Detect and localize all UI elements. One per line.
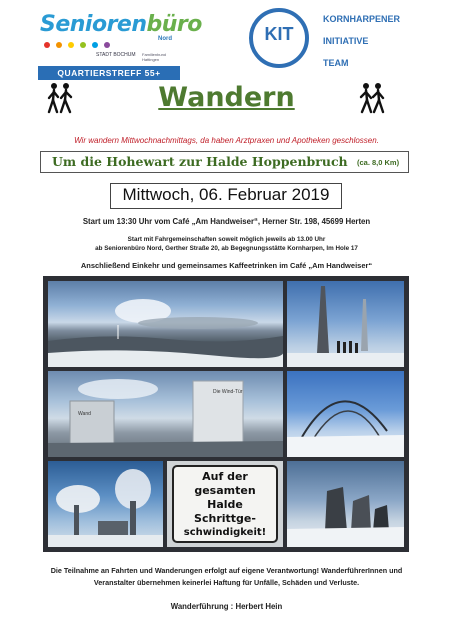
guide-name: Wanderführung : Herbert Hein bbox=[170, 602, 283, 611]
photo-obelisk bbox=[287, 281, 404, 367]
kit-logo-text: KIT bbox=[264, 24, 294, 44]
wall-label: Wand bbox=[78, 411, 91, 417]
seniorenbuero-logo bbox=[38, 10, 202, 80]
route-distance: (ca. 8,0 Km) bbox=[357, 158, 400, 167]
photo-windtuer bbox=[48, 371, 283, 457]
logo-dot bbox=[44, 42, 50, 48]
kit-line-kornharpener: KORNHARPENER bbox=[323, 14, 401, 24]
disclaimer-line-1: Die Teilnahme an Fahrten und Wanderungen erfolgt auf eigene Verantwortung! WanderführerInnen und bbox=[50, 566, 403, 575]
photo-power-plant bbox=[48, 461, 163, 547]
photo-collage bbox=[43, 276, 409, 552]
logo-dot bbox=[68, 42, 74, 48]
stadt-bochum-label: STADT BOCHUM bbox=[96, 52, 136, 58]
sign-line: Halde bbox=[207, 498, 243, 511]
event-date: Mittwoch, 06. Februar 2019 bbox=[122, 185, 330, 204]
sign-line: gesamten bbox=[194, 484, 256, 497]
subtitle: Wir wandern Mittwochnachmittags, da haben Arztpraxen und Apotheken geschlossen. bbox=[74, 136, 379, 145]
sign-line: Auf der bbox=[202, 470, 248, 483]
logo-dots bbox=[44, 42, 110, 48]
disclaimer-line-2: Veranstalter übernehmen keinerlei Haftung für Unfälle, Schäden und Verluste. bbox=[93, 578, 360, 587]
quartierstreff-banner: QUARTIERSTREFF 55+ bbox=[38, 66, 180, 80]
logo-dot bbox=[92, 42, 98, 48]
seniorenbuero-nord: Nord bbox=[158, 36, 172, 42]
sign-line: schwindigkeit! bbox=[183, 527, 267, 538]
kit-line-team: TEAM bbox=[323, 58, 349, 68]
partner-label: Familienbund Hattingen bbox=[142, 52, 167, 62]
start-info: Start um 13:30 Uhr vom Café „Am Handweiser“, Herner Str. 198, 45699 Herten bbox=[82, 217, 371, 226]
sign-line: Schrittge- bbox=[194, 512, 256, 525]
logo-dot bbox=[80, 42, 86, 48]
route-title: Um die Hohewart zur Halde Hoppenbruch bbox=[52, 154, 348, 169]
windtuer-label: Die Wind-Tür bbox=[213, 389, 243, 395]
carpool-info-1: Start mit Fahrgemeinschaften soweit möglich jeweils ab 13.00 Uhr bbox=[127, 236, 326, 243]
logo-dot bbox=[56, 42, 62, 48]
photo-landscape-clouds bbox=[48, 281, 283, 367]
coffee-info: Anschließend Einkehr und gemeinsames Kaffeetrinken im Café „Am Handweiser“ bbox=[80, 261, 373, 270]
speed-sign bbox=[172, 465, 278, 543]
kit-line-initiative: INITIATIVE bbox=[323, 36, 369, 46]
seniorenbuero-wordmark: Seniorenbüro bbox=[40, 12, 202, 37]
page-title: Wandern bbox=[158, 82, 295, 113]
logo-dot bbox=[104, 42, 110, 48]
photo-sculptures bbox=[287, 461, 404, 547]
photo-horizon-arch bbox=[287, 371, 404, 457]
carpool-info-2: ab Seniorenbüro Nord, Gerther Straße 20, ab Begegnungsstätte Kornharpen, Im Hole 17 bbox=[95, 245, 358, 252]
